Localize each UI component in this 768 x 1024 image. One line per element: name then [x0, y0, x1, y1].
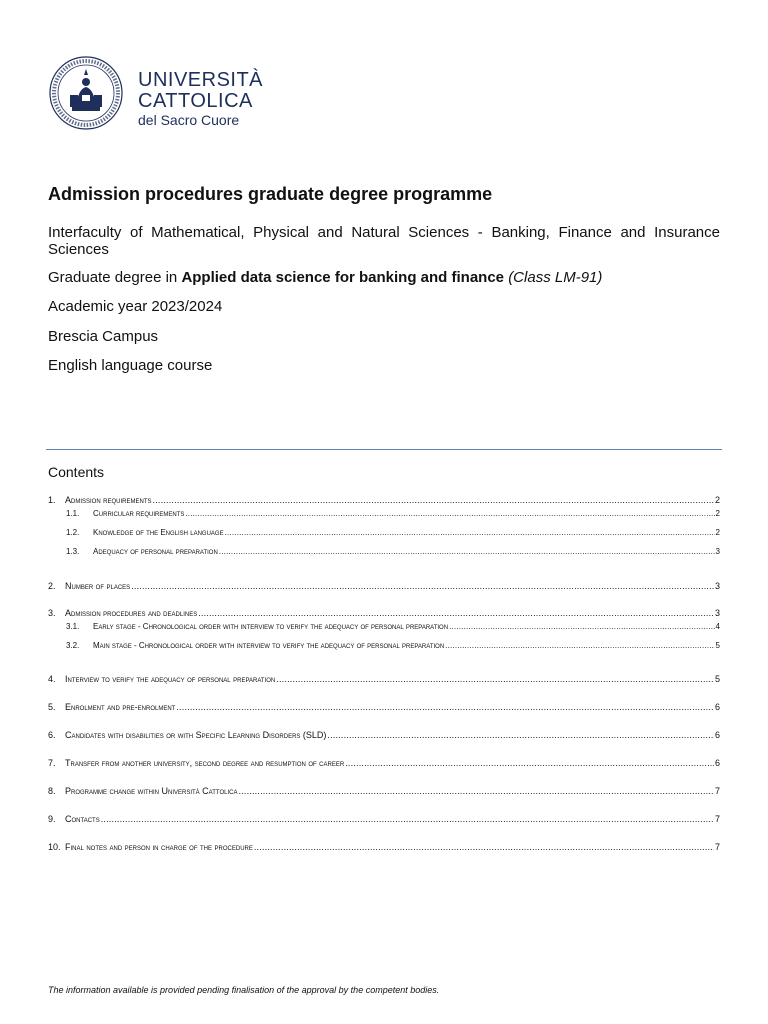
toc-number: 8. — [48, 786, 56, 796]
logo-wordmark — [138, 70, 263, 127]
toc-title: Main stage - Chronological order with interview to verify the adequacy of personal preparation — [93, 641, 445, 650]
toc-page: 3 — [714, 608, 720, 618]
toc-page: 5 — [714, 674, 720, 684]
toc-number: 1.3. — [66, 547, 80, 556]
toc-entry-6[interactable] — [48, 730, 720, 741]
toc-number: 5. — [48, 702, 56, 712]
toc-title: Programme change within Università Cattolica — [65, 786, 238, 796]
toc-title: Knowledge of the English language — [93, 528, 224, 537]
toc-page: 6 — [714, 758, 720, 768]
toc-entry-8[interactable] — [48, 786, 720, 797]
logo-line-2: CATTOLICA — [138, 90, 253, 112]
logo-line-1: UNIVERSITÀ — [138, 69, 264, 91]
degree-name: Applied data science for banking and finance — [181, 269, 505, 286]
logo-line-3: del Sacro Cuore — [138, 112, 240, 128]
toc-entry-1-1[interactable] — [66, 508, 720, 519]
toc-leader — [153, 495, 714, 506]
toc-entry-3[interactable] — [48, 608, 720, 619]
faculty-name: Interfaculty of Mathematical, Physical and Natural Sciences - Banking, Finance and Insurance Sciences — [48, 224, 720, 258]
toc-title: Candidates with disabilities or with Specific Learning Disorders (SLD) — [65, 730, 327, 740]
toc-entry-9[interactable] — [48, 814, 720, 825]
toc-page: 7 — [714, 842, 720, 852]
toc-entry-5[interactable] — [48, 702, 720, 713]
toc-entry-2[interactable] — [48, 581, 720, 592]
toc-entry-3-1[interactable] — [66, 621, 720, 632]
toc-leader — [225, 527, 715, 538]
toc-title: Curricular requirements — [93, 509, 185, 518]
toc-number: 10. — [48, 842, 61, 852]
toc-title: Admission procedures and deadlines — [65, 608, 198, 618]
divider — [46, 449, 722, 450]
toc-page: 4 — [715, 622, 720, 631]
campus: Brescia Campus — [48, 328, 159, 345]
toc-page: 7 — [714, 814, 720, 824]
degree-line — [48, 269, 602, 286]
toc-leader — [185, 508, 714, 519]
toc-entry-4[interactable] — [48, 674, 720, 685]
toc-number: 1. — [48, 495, 56, 505]
toc-number: 3.2. — [66, 641, 80, 650]
toc-page: 6 — [714, 702, 720, 712]
toc-number: 3. — [48, 608, 56, 618]
toc-number: 1.2. — [66, 528, 80, 537]
toc-title: Contacts — [65, 814, 100, 824]
toc-leader — [445, 640, 714, 651]
toc-leader — [198, 608, 714, 619]
toc-page: 3 — [714, 581, 720, 591]
toc-number: 1.1. — [66, 509, 80, 518]
toc-page: 7 — [714, 786, 720, 796]
toc-title: Final notes and person in charge of the procedure — [65, 842, 253, 852]
toc-page: 3 — [715, 547, 720, 556]
toc-title: Transfer from another university, second degree and resumption of career — [65, 758, 345, 768]
toc-leader — [176, 702, 714, 713]
academic-year: Academic year 2023/2024 — [48, 298, 223, 315]
toc-leader — [449, 621, 714, 632]
course-language: English language course — [48, 357, 213, 374]
toc-leader — [345, 758, 714, 769]
toc-title: Number of places — [65, 581, 131, 591]
degree-prefix: Graduate degree in — [48, 269, 178, 286]
toc-title: Interview to verify the adequacy of personal preparation — [65, 674, 276, 684]
toc-entry-1-2[interactable] — [66, 527, 720, 538]
degree-class: (Class LM-91) — [508, 269, 603, 286]
contents-heading: Contents — [48, 464, 105, 480]
document-title: Admission procedures graduate degree programme — [48, 184, 493, 204]
toc-title: Early stage - Chronological order with interview to verify the adequacy of personal preparation — [93, 622, 449, 631]
toc-number: 6. — [48, 730, 56, 740]
toc-leader — [276, 674, 714, 685]
toc-entry-1[interactable] — [48, 495, 720, 506]
toc-leader — [254, 842, 714, 853]
toc-leader — [238, 786, 714, 797]
toc-entry-1-3[interactable] — [66, 546, 720, 557]
toc-leader — [131, 581, 714, 592]
footer-note: The information available is provided pending finalisation of the approval by the competent bodies. — [48, 985, 440, 995]
toc-number: 4. — [48, 674, 56, 684]
toc-page: 2 — [715, 528, 720, 537]
toc-page: 2 — [715, 509, 720, 518]
toc-entry-7[interactable] — [48, 758, 720, 769]
toc-entry-10[interactable] — [48, 842, 720, 853]
toc-leader — [327, 730, 714, 741]
university-seal-icon — [48, 55, 124, 131]
toc-page: 5 — [715, 641, 720, 650]
toc-title: Enrolment and pre-enrolment — [65, 702, 176, 712]
toc-title: Adequacy of personal preparation — [93, 547, 218, 556]
toc-entry-3-2[interactable] — [66, 640, 720, 651]
toc-leader — [219, 546, 715, 557]
toc-number: 9. — [48, 814, 56, 824]
toc-number: 2. — [48, 581, 56, 591]
toc-page: 6 — [714, 730, 720, 740]
university-logo — [48, 55, 264, 130]
toc-title: Admission requirements — [65, 495, 152, 505]
toc-leader — [101, 814, 714, 825]
toc-number: 7. — [48, 758, 56, 768]
toc-number: 3.1. — [66, 622, 80, 631]
toc-page: 2 — [714, 495, 720, 505]
